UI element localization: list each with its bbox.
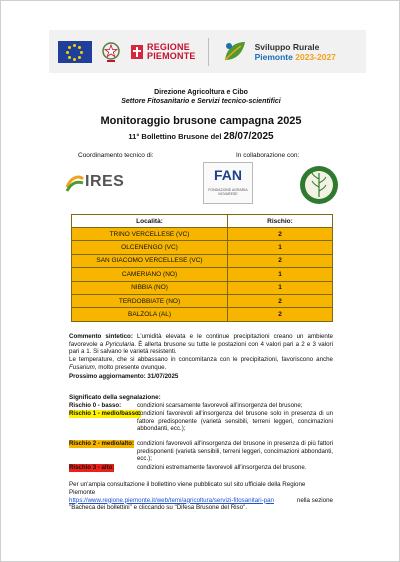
table-row <box>72 241 333 254</box>
table-row <box>72 228 333 241</box>
risk-cell: 1 <box>228 241 333 254</box>
risk-level-desc: condizioni estremamente favorevoli all'insorgenza del brusone. <box>137 464 307 471</box>
footer-sezione: nella sezione <box>296 496 333 504</box>
table-row <box>72 281 333 294</box>
sviluppo-rurale-text <box>255 42 336 62</box>
risk-level-1 <box>69 410 333 440</box>
table-row <box>72 308 333 321</box>
table-row <box>72 294 333 307</box>
location-cell: CAMERIANO (NO) <box>72 268 228 281</box>
table-row <box>72 254 333 267</box>
bulletin-subtitle <box>1 131 400 142</box>
temperature-text: Le temperature, che si abbassano in concomitanza con le precipitazioni, favoriscono anche <box>69 356 333 363</box>
sviluppo-subtitle <box>255 52 336 62</box>
risk-cell: 1 <box>228 268 333 281</box>
location-cell: SAN GIACOMO VERCELLESE (VC) <box>72 254 228 267</box>
fan-logo <box>203 162 253 204</box>
comment-label: Commento sintetico: <box>69 333 133 340</box>
sviluppo-rurale-leaf-icon <box>221 38 249 66</box>
temperature-comment <box>69 356 333 371</box>
risk-cell: 2 <box>228 294 333 307</box>
comment-text-2: . È allerta brusone su tutte le postazioni con 4 valori pari a 2 e 3 valori pari a 1. Si salvano le varietà resistenti. <box>69 340 333 356</box>
table-row <box>72 268 333 281</box>
risk-level-key: Rischio 1 - medio/basso: <box>69 410 141 417</box>
summary-comment <box>69 333 333 356</box>
page-title: Monitoraggio brusone campagna 2025 <box>100 115 302 127</box>
header-localita: Località: <box>72 215 228 228</box>
footer-line2 <box>69 497 333 505</box>
piemonte-shield-icon <box>131 45 143 59</box>
comment-text: L'umidità elevata e le continue precipitazioni creano un ambiente favorevole a <box>69 333 333 348</box>
risk-table-header <box>72 215 333 228</box>
risk-level-desc: condizioni favorevoli all'insorgenza del brusone solo in presenza di un fattore predisponente (varietà sensibili, terreni leggeri, concimazioni abbondanti, ecc.); <box>137 410 333 432</box>
location-cell: NIBBIA (NO) <box>72 281 228 294</box>
header-logo-band <box>49 30 366 73</box>
fan-logo-text: FAN <box>214 167 242 183</box>
risk-level-desc: condizioni favorevoli all'insorgenza del brusone in presenza di più fattori predisponenti (varietà sensibili, terreni leggeri, concimazioni abbondanti, ecc.); <box>137 440 333 462</box>
regione-logo-line1: REGIONE <box>147 41 190 52</box>
location-cell: OLCENENGO (VC) <box>72 241 228 254</box>
temperature-text-2: , molto presente ovunque. <box>94 363 167 371</box>
significato-title: Significato della segnalazione: <box>69 394 161 401</box>
temperature-species: Fusarium <box>69 363 95 371</box>
footer-line1: Per un'ampia consultazione il bollettino viene pubblicato sul sito ufficiale della Regione Piemonte <box>69 481 306 496</box>
ires-logo-text: IRES <box>85 173 125 190</box>
risk-level-key: Rischio 3 - alto: <box>69 464 115 471</box>
italian-republic-emblem-icon <box>101 40 121 64</box>
location-cell: TRINO VERCELLESE (VC) <box>72 228 228 241</box>
ente-nazionale-risi-logo <box>299 165 339 205</box>
subtitle-prefix: 11° Bollettino Brusone del <box>128 132 222 141</box>
header-rischio: Rischio: <box>228 215 333 228</box>
risk-level-0 <box>69 402 333 410</box>
regione-logo-line2: PIEMONTE <box>147 50 196 61</box>
risk-level-key: Rischio 2 - medio/alto: <box>69 440 135 447</box>
regione-piemonte-logo <box>131 43 196 61</box>
next-update: Prossimo aggiornamento: 31/07/2025 <box>69 373 179 380</box>
coordination-label: Coordinamento tecnico di: <box>78 152 154 159</box>
sviluppo-years: 2023-2027 <box>295 51 336 62</box>
risk-level-key: Rischio 0 - basso: <box>69 402 122 409</box>
risk-cell: 2 <box>228 254 333 267</box>
risk-level-desc: condizioni scarsamente favorevoli all'insorgenza del brusone; <box>137 402 303 409</box>
direzione-text: Direzione Agricoltura e Cibo <box>154 89 248 96</box>
bulletin-date: 28/07/2025 <box>223 131 274 142</box>
logo-divider <box>208 38 209 66</box>
risk-cell: 1 <box>228 281 333 294</box>
ires-logo <box>65 171 129 201</box>
settore-text: Settore Fitosanitario e Servizi tecnico-scientifici <box>121 98 281 105</box>
fan-logo-subtitle: FONDAZIONE AGRARIA NOVARESE <box>208 188 248 196</box>
risk-table <box>71 214 333 322</box>
comment-species: Pyricularia <box>105 340 135 348</box>
collaboration-label: In collaborazione con: <box>236 152 300 159</box>
sviluppo-title: Sviluppo Rurale <box>254 41 320 52</box>
sviluppo-region: Piemonte <box>254 51 293 62</box>
risk-cell: 2 <box>228 308 333 321</box>
regione-piemonte-link[interactable]: https://www.regione.piemonte.it/web/temi/agricoltura/servizi-fitosanitari-pan <box>69 496 274 504</box>
footer-note <box>69 481 333 512</box>
risk-cell: 2 <box>228 228 333 241</box>
eu-flag-icon <box>58 41 92 63</box>
footer-line3: "Bacheca dei bollettini" e cliccando su "Difesa Brusone del Riso". <box>69 504 248 512</box>
risk-level-3 <box>69 464 333 472</box>
location-cell: BALZOLA (AL) <box>72 308 228 321</box>
ires-swoosh-icon <box>65 173 85 197</box>
location-cell: TERDOBBIATE (NO) <box>72 294 228 307</box>
